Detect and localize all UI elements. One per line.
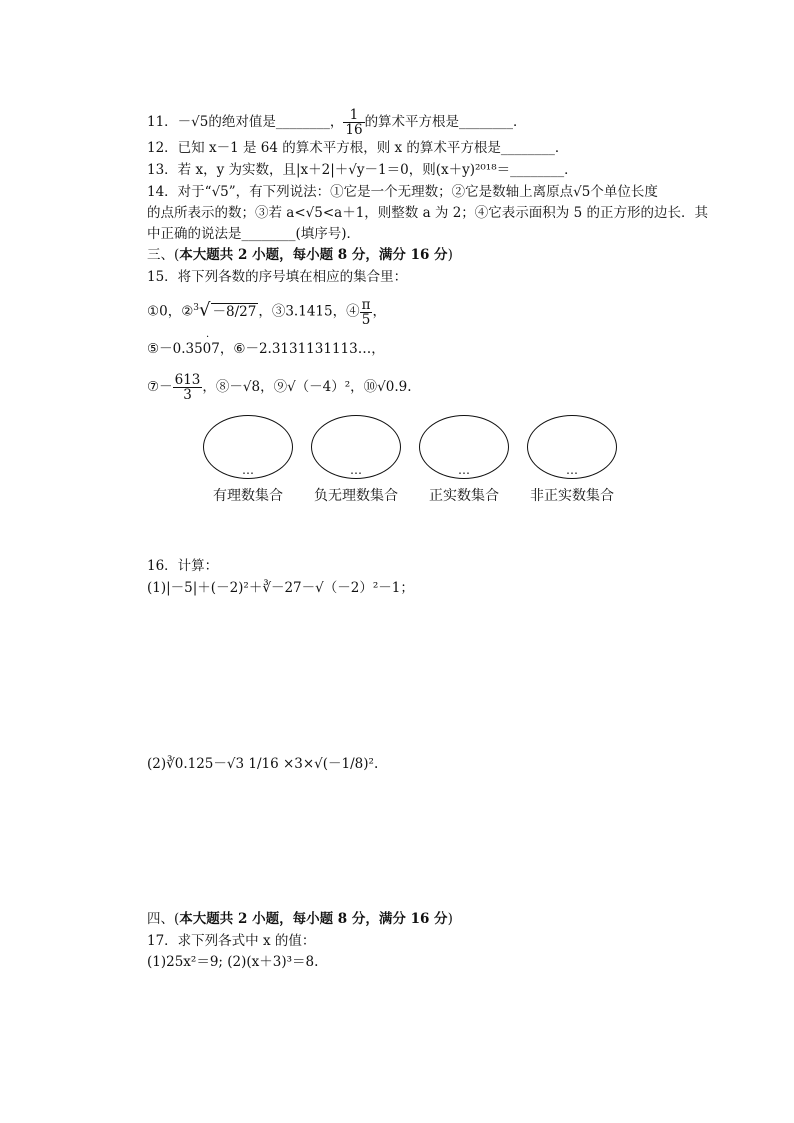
question-16-part-1: (1)|－5|＋(－2)²＋∛－27－√（－2）²－1； xyxy=(147,580,414,596)
q15-613-fraction: $\frac{613}{3}$ xyxy=(174,372,201,403)
set-label: 非正实数集合 xyxy=(530,488,614,504)
question-17-parts: (1)25x²＝9; (2)(x＋3)³＝8. xyxy=(147,954,319,970)
section-4-heading: 四、(本大题共 2 小题，每小题 8 分，满分 16 分) xyxy=(147,911,453,927)
set-label: 负无理数集合 xyxy=(314,488,398,504)
q11-fraction: $\frac{1}{16}$ xyxy=(345,107,363,138)
set-label: 有理数集合 xyxy=(213,488,283,504)
set-oval: … xyxy=(419,415,509,479)
question-16-part-2: (2)∛0.125－√3 1/16 ×3×√(－1/8)². xyxy=(147,756,379,772)
question-17-title: 17．求下列各式中 x 的值： xyxy=(147,933,316,949)
section-3-heading: 三、(本大题共 2 小题，每小题 8 分，满分 16 分) xyxy=(147,247,453,263)
question-14-line-2: 的点所表示的数；③若 a<√5<a＋1，则整数 a 为 2；④它表示面积为 5 的正方形的边长．其 xyxy=(147,205,708,221)
question-14-line-1: 14．对于“√5”，有下列说法：①它是一个无理数；②它是数轴上离原点√5个单位长度 xyxy=(147,184,658,200)
set-ovals xyxy=(200,415,620,515)
question-11 xyxy=(147,108,527,137)
question-15-row-1: ①0，②$^3$√ －8/27 ，③3.1415，④ $\frac{\pi}{5}$ ， xyxy=(147,296,386,328)
q11-text-a: 11．－√5的绝对值是________， xyxy=(147,114,344,130)
question-16-title: 16．计算： xyxy=(147,558,219,574)
question-14-line-3: 中正确的说法是________(填序号)． xyxy=(147,226,361,242)
question-12: 12．已知 x－1 是 64 的算术平方根，则 x 的算术平方根是________． xyxy=(147,140,569,156)
repeating-decimal-dot: · xyxy=(206,332,210,343)
question-13: 13．若 x，y 为实数，且|x＋2|＋√y－1＝0，则(x＋y)²⁰¹⁸＝________． xyxy=(147,162,578,178)
set-oval: … xyxy=(527,415,617,479)
set-label: 正实数集合 xyxy=(429,488,499,504)
set-rational xyxy=(200,415,296,505)
set-oval: … xyxy=(203,415,293,479)
question-15-row-2: ⑤－0.3507，⑥－2.3131131113…， xyxy=(147,341,385,357)
set-positive-real xyxy=(416,415,512,505)
q15-pi-fraction: $\frac{\pi}{5}$ xyxy=(361,296,371,328)
q11-text-b: 的算术平方根是________． xyxy=(364,114,527,130)
set-oval: … xyxy=(311,415,401,479)
set-negative-irrational xyxy=(308,415,404,505)
question-15-row-3: ⑦－ $\frac{613}{3}$ ，⑧－√8，⑨√（－4）²，⑩√0.9. xyxy=(147,372,412,403)
question-15-title: 15．将下列各数的序号填在相应的集合里： xyxy=(147,269,408,285)
set-non-positive-real xyxy=(524,415,620,505)
